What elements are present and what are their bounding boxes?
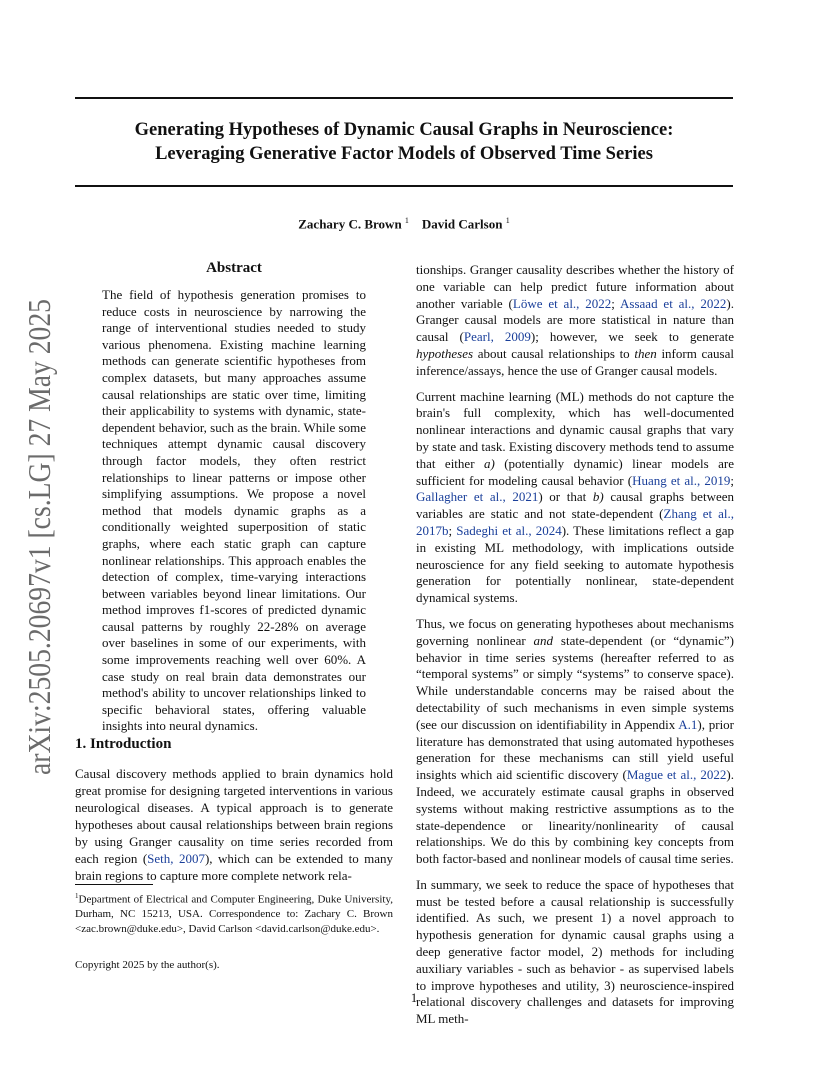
paragraph bbox=[416, 616, 734, 868]
text-run: ). Indeed, we accurately estimate causal graphs in observed systems without making restrictive assumptions as to the state-dependence or linearity/nonlinearity of causal relationships. We do this by combining key concepts from both factor-based and nonlinear models of causal time series. bbox=[416, 767, 734, 867]
citation-link[interactable]: Mague et al., 2022 bbox=[626, 767, 727, 783]
section-heading: 1. Introduction bbox=[75, 736, 172, 752]
right-column bbox=[416, 262, 734, 1037]
citation-link[interactable]: Gallagher et al., 2021 bbox=[416, 489, 539, 505]
footnote-mark: 1 bbox=[75, 892, 79, 900]
emphasis: b) bbox=[592, 489, 604, 505]
text-run: ), prior literature has demonstrated that using automated hypotheses generation for these mechanisms can still yield useful insights which aid scientific discovery ( bbox=[416, 716, 735, 783]
arxiv-stamp bbox=[8, 297, 68, 777]
author-list bbox=[75, 216, 733, 232]
title-bottom-rule bbox=[75, 185, 733, 187]
text-run: ) or that bbox=[538, 489, 593, 505]
top-rule bbox=[75, 97, 733, 99]
citation-link[interactable]: Seth, 2007 bbox=[147, 851, 205, 866]
text-run: ), which can be extended to many brain regions to capture more complete network rela- bbox=[75, 851, 393, 883]
paragraph: In summary, we seek to reduce the space of hypotheses that must be tested before a causal relationship is successfully identified. As such, we present 1) a novel approach to hypothesis generation for dynamic causal graphs using a deep generative factor model, 2) methods for including auxiliary variables - such as behavior - as supervised labels to improve hypotheses and utility, 3) neuroscience-inspired relational discovery challenges and datasets for improving ML meth- bbox=[416, 876, 734, 1027]
abstract-body: The field of hypothesis generation promises to reduce costs in neuroscience by narrowing the range of interventional studies needed to study various phenomena. Existing machine learning methods can generate scientific hypotheses from complex datasets, but many approaches assume causal relationships are static over time, limiting their applicability to systems with dynamic, state-dependent behavior, such as the brain. While some techniques attempt dynamic causal discovery through factor models, they often restrict relationships to linear patterns or impose other simplifying assumptions. We propose a novel method that models dynamic graphs as a conditionally weighted superposition of static graphs, where each static graph can capture nonlinear relationships. This approach enables the detection of complex, time-varying interactions between variables beyond linear limitations. Our method improves f1-scores of predicted dynamic causal patterns by roughly 22-28% on average over baselines in some of our experiments, with some improvements reaching well over 60%. A case study on real brain data demonstrates our method's ability to uncover relationships linked to specific behavioral states, offering valuable insights into neural dynamics. bbox=[102, 287, 366, 734]
emphasis: hypotheses bbox=[416, 345, 474, 361]
footnote-rule bbox=[75, 884, 153, 885]
citation-link[interactable]: Pearl, 2009 bbox=[463, 329, 531, 345]
author-name: Zachary C. Brown bbox=[298, 216, 402, 232]
text-run: (potentially dynamic) linear models are sufficient for modeling causal behavior ( bbox=[416, 455, 734, 488]
text-run: Current machine learning (ML) methods do not capture the brain's full complexity, which has well-documented nonlinear interactions and dynamic causal graphs that vary by state and task. Existing discovery methods tend to assume that either bbox=[416, 388, 734, 471]
arxiv-stamp-text: arXiv:2505.20697v1 [cs.LG] 27 May 2025 bbox=[21, 297, 57, 775]
paragraph bbox=[416, 262, 734, 380]
abstract-heading: Abstract bbox=[206, 260, 262, 276]
emphasis: then bbox=[634, 345, 657, 361]
footnote bbox=[75, 889, 393, 936]
text-run: state-dependent (or “dynamic”) behavior in time series systems (hereafter referred to as “temporal systems” or simply “systems” to conserve space). While understandable concerns may be raised about the detectability of such mechanisms in even simple systems (see our discussion on identifiability in Appendix bbox=[416, 632, 734, 732]
title-line-1: Generating Hypotheses of Dynamic Causal Graphs in Neuroscience: bbox=[134, 120, 674, 140]
emphasis: and bbox=[533, 632, 554, 648]
text-run: ). Granger causal models are more statistical in nature than causal ( bbox=[416, 295, 734, 345]
author-affiliation-mark: 1 bbox=[404, 216, 409, 225]
text-run: ; bbox=[611, 295, 621, 311]
citation-link[interactable]: Sadeghi et al., 2024 bbox=[456, 522, 562, 538]
author-name: David Carlson bbox=[421, 216, 503, 232]
text-run: Thus, we focus on generating hypotheses about mechanisms governing nonlinear bbox=[416, 615, 734, 648]
author-affiliation-mark: 1 bbox=[505, 216, 510, 225]
paragraph bbox=[416, 389, 734, 607]
citation-link[interactable]: Zhang et al., 2017b bbox=[416, 506, 734, 538]
text-run: ); however, we seek to generate bbox=[530, 329, 735, 345]
text-run: Causal discovery methods applied to brain dynamics hold great promise for designing targeted interventions in various neurological diseases. A typical approach is to generate hypotheses about causal relationships between brain regions by using Granger causality on time series recorded from each region ( bbox=[75, 766, 393, 866]
text-run: tionships. Granger causality describes whether the history of one variable can help predict future information about another variable ( bbox=[416, 262, 734, 311]
citation-link[interactable]: Huang et al., 2019 bbox=[632, 472, 731, 488]
page-number: 1 bbox=[410, 990, 418, 1005]
footnote-text: Department of Electrical and Computer Engineering, Duke University, Durham, NC 15213, USA. Correspondence to: Zachary C. Brown <zac.brown@duke.edu>, David Carlson <david.carlson@duke.edu>. bbox=[75, 893, 393, 935]
text-run: about causal relationships to bbox=[473, 345, 635, 361]
emphasis: a) bbox=[483, 455, 495, 471]
intro-paragraph bbox=[75, 765, 393, 884]
citation-link[interactable]: Assaad et al., 2022 bbox=[620, 295, 727, 311]
text-run: inform causal inference/assays, hence the use of Granger causal models. bbox=[416, 345, 734, 378]
text-run: causal graphs between variables are static and not state-dependent ( bbox=[416, 489, 734, 522]
title-line-2: Leveraging Generative Factor Models of Observed Time Series bbox=[155, 144, 653, 164]
copyright-notice: Copyright 2025 by the author(s). bbox=[75, 959, 220, 971]
text-run: ; bbox=[448, 522, 457, 538]
appendix-link[interactable]: A.1 bbox=[678, 716, 698, 732]
text-run: ). These limitations reflect a gap in existing ML methodology, with implications outside neuroscience for any field seeking to automate hypothesis generation for potentially nonlinear, state-dependent dynamical systems. bbox=[416, 522, 734, 606]
text-run: ; bbox=[730, 472, 734, 488]
citation-link[interactable]: Löwe et al., 2022 bbox=[512, 295, 612, 311]
paper-title bbox=[75, 118, 733, 166]
